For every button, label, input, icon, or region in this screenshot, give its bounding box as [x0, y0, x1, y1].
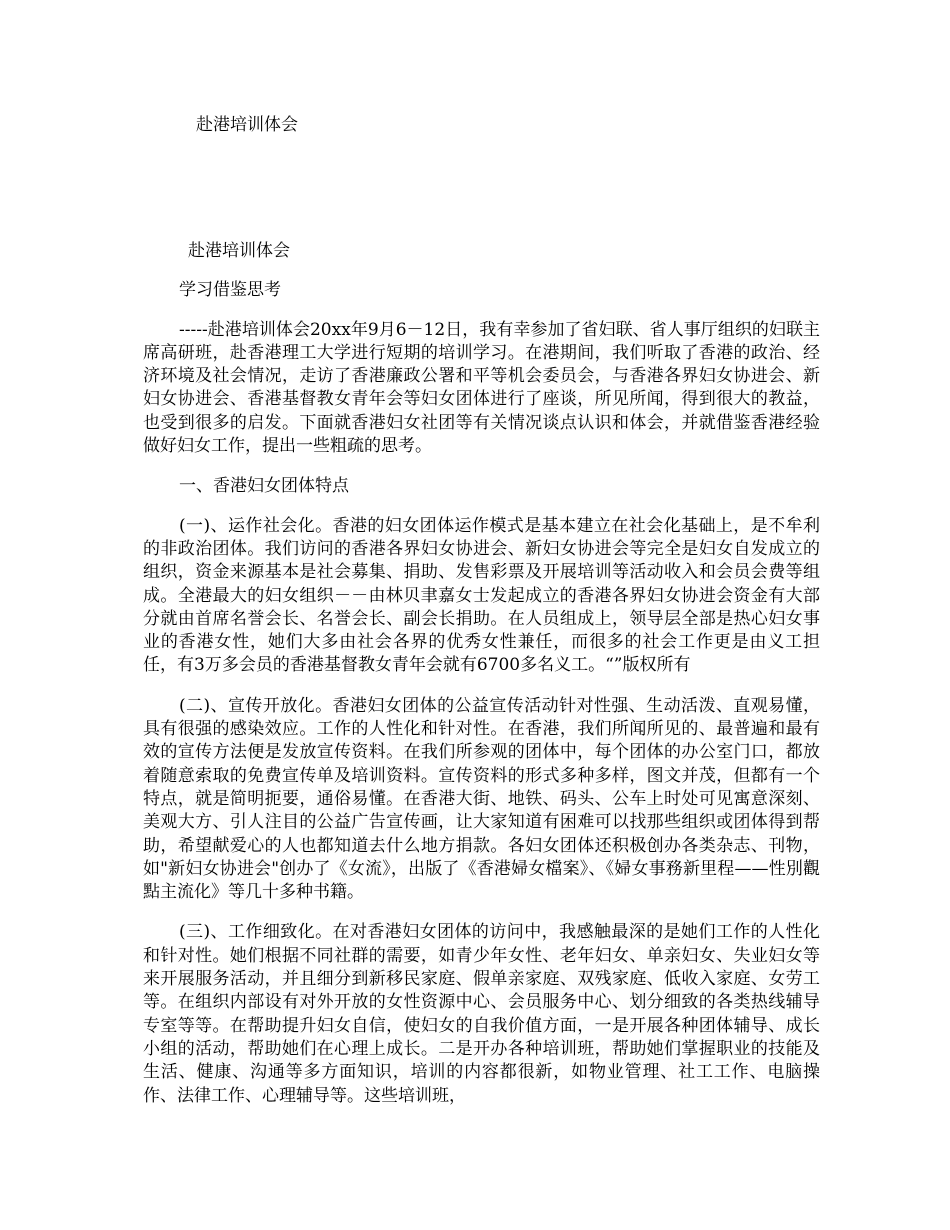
document-lead: 学习借鉴思考 — [179, 280, 281, 301]
section-heading: 一、香港妇女团体特点 — [179, 476, 349, 497]
point-two-paragraph: (二)、宣传开放化。香港妇女团体的公益宣传活动针对性强、生动活泼、直观易懂，具有很强的感染效应。工作的人性化和针对性。在香港，我们所闻所见的、最普遍和最有效的宣传方法便是发放宣传资料。在我们所参观的团体中，每个团体的办公室门口，都放着随意索取的免费宣传单及培训资料。宣传资料的形式多种多样，图文并茂，但都有一个特点，就是简明扼要，通俗易懂。在香港大街、地铁、码头、公车上时处可见寓意深刻、美观大方、引人注目的公益广告宣传画，让大家知道有困难可以找那些组织或团体得到帮助，希望献爱心的人也都知道去什么地方捐款。各妇女团体还积极创办各类杂志、刊物，如"新妇女协进会"创办了《女流》，出版了《香港婦女檔案》、《婦女事務新里程——性別觀點主流化》等几十多种书籍。 — [143, 695, 820, 903]
document-body — [143, 240, 820, 1125]
document-top-title: 赴港培训体会 — [196, 115, 298, 135]
point-one-paragraph: (一)、运作社会化。香港的妇女团体运作模式是基本建立在社会化基础上，是不牟利的非政治团体。我们访问的香港各界妇女协进会、新妇女协进会等完全是妇女自发成立的组织，资金来源基本是社会募集、捐助、发售彩票及开展培训等活动收入和会员会费等组成。全港最大的妇女组织－－由林贝聿嘉女士发起成立的香港各界妇女协进会资金有大部分就由首席名誉会长、名誉会长、副会长捐助。在人员组成上，领导层全部是热心妇女事业的香港女性，她们大多由社会各界的优秀女性兼任，而很多的社会工作更是由义工担任，有3万多会员的香港基督教女青年会就有6700多名义工。“”版权所有 — [143, 515, 820, 676]
point-three-paragraph: (三)、工作细致化。在对香港妇女团体的访问中，我感触最深的是她们工作的人性化和针对性。她们根据不同社群的需要，如青少年女性、老年妇女、单亲妇女、失业妇女等来开展服务活动，并且细分到新移民家庭、假单亲家庭、双残家庭、低收入家庭、女劳工等。在组织内部设有对外开放的女性资源中心、会员服务中心、划分细致的各类热线辅导专室等等。在帮助提升妇女自信，使妇女的自我价值方面，一是开展各种团体辅导、成长小组的活动，帮助她们在心理上成长。二是开办各种培训班，帮助她们掌握职业的技能及生活、健康、沟通等多方面知识，培训的内容都很新，如物业管理、社工工作、电脑操作、法律工作、心理辅导等。这些培训班， — [143, 922, 820, 1106]
document-sub-title: 赴港培训体会 — [188, 241, 290, 261]
intro-paragraph: -----赴港培训体会20xx年9月6－12日，我有幸参加了省妇联、省人事厅组织的妇联主席高研班，赴香港理工大学进行短期的培训学习。在港期间，我们听取了香港的政治、经济环境及社会情况，走访了香港廉政公署和平等机会委员会，与香港各界妇女协进会、新妇女协进会、香港基督教女青年会等妇女团体进行了座谈，所见所闻，得到很大的教益，也受到很多的启发。下面就香港妇女社团等有关情况谈点认识和体会，并就借鉴香港经验做好妇女工作，提出一些粗疏的思考。 — [143, 319, 820, 457]
